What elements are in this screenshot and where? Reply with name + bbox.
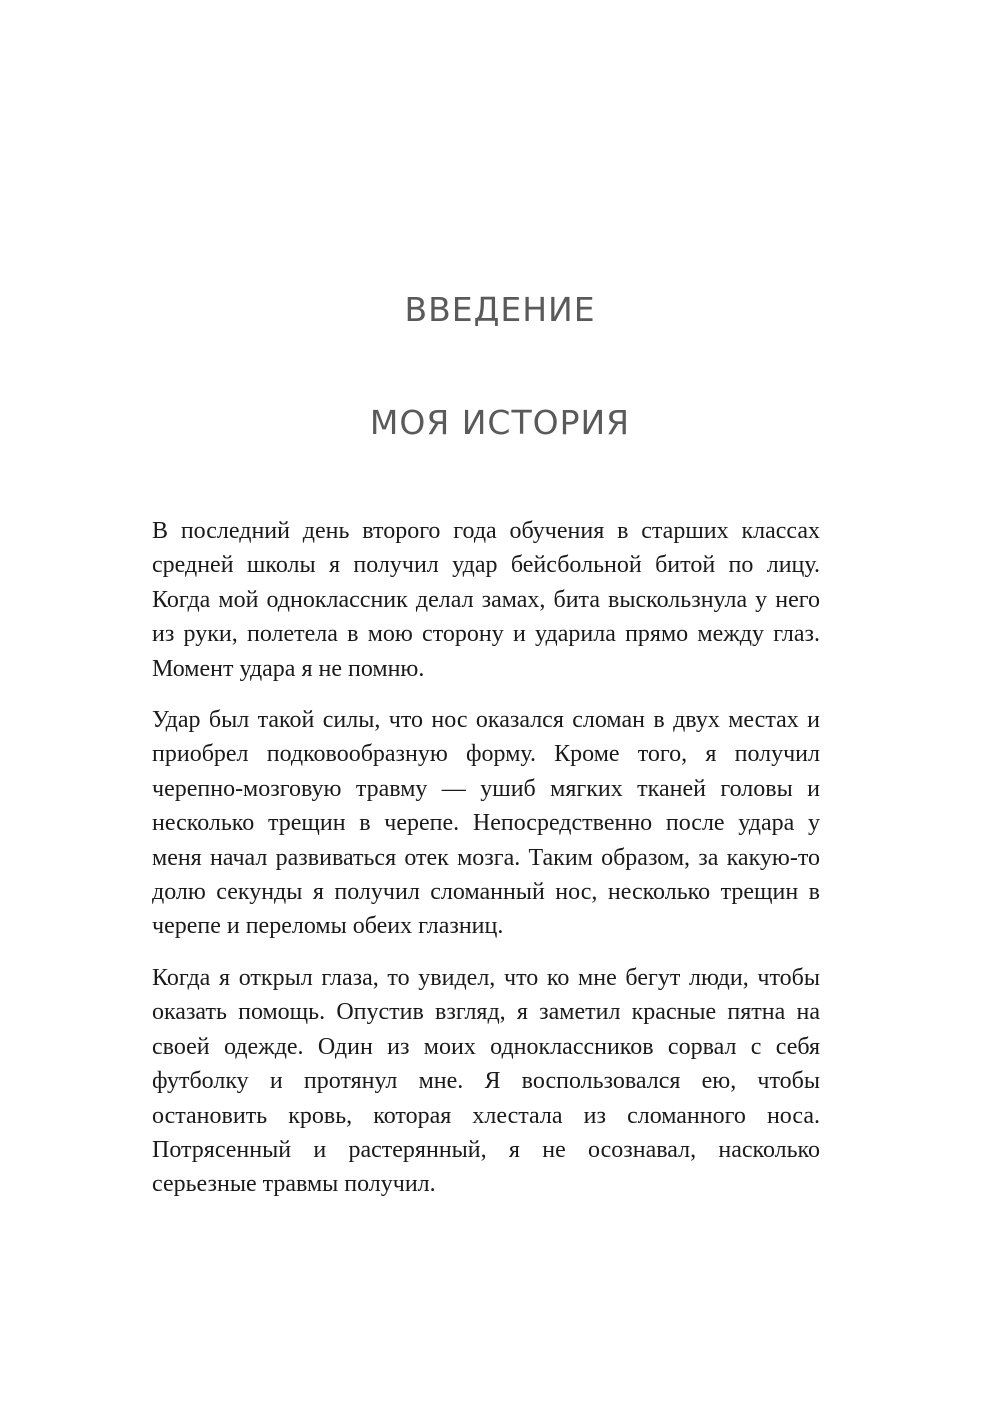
paragraph-3: Когда я открыл глаза, то увидел, что ко мне бегут люди, чтобы оказать помощь. Опустив взгляд, я заметил красные пятна на своей одежде. Один из моих одноклассников сорвал с себя футболку и протянул мне. Я воспользовался ею, чтобы остановить кровь, которая хлестала из сломанного носа. Потрясенный и растерянный, я не осознавал, насколько серьезные травмы получил. — [152, 964, 820, 1198]
chapter-label: ВВЕДЕНИЕ — [404, 290, 596, 329]
chapter-title: МОЯ ИСТОРИЯ — [369, 403, 631, 442]
body-text — [152, 514, 820, 1219]
paragraph-2: Удар был такой силы, что нос оказался сломан в двух местах и приобрел подковообразную форму. Кроме того, я получил черепно-мозговую травму — ушиб мягких тканей головы и несколько трещин в черепе. Непосредственно после удара у меня начал развиваться отек мозга. Таким образом, за какую-то долю секунды я получил сломанный нос, несколько трещин в черепе и переломы обеих глазниц. — [152, 707, 820, 940]
paragraph-1: В последний день второго года обучения в старших классах средней школы я получил удар бейсбольной битой по лицу. Когда мой одноклассник делал замах, бита выскользнула у него из руки, полетела в мою сторону и ударила прямо между глаз. Момент удара я не помню. — [152, 518, 820, 682]
